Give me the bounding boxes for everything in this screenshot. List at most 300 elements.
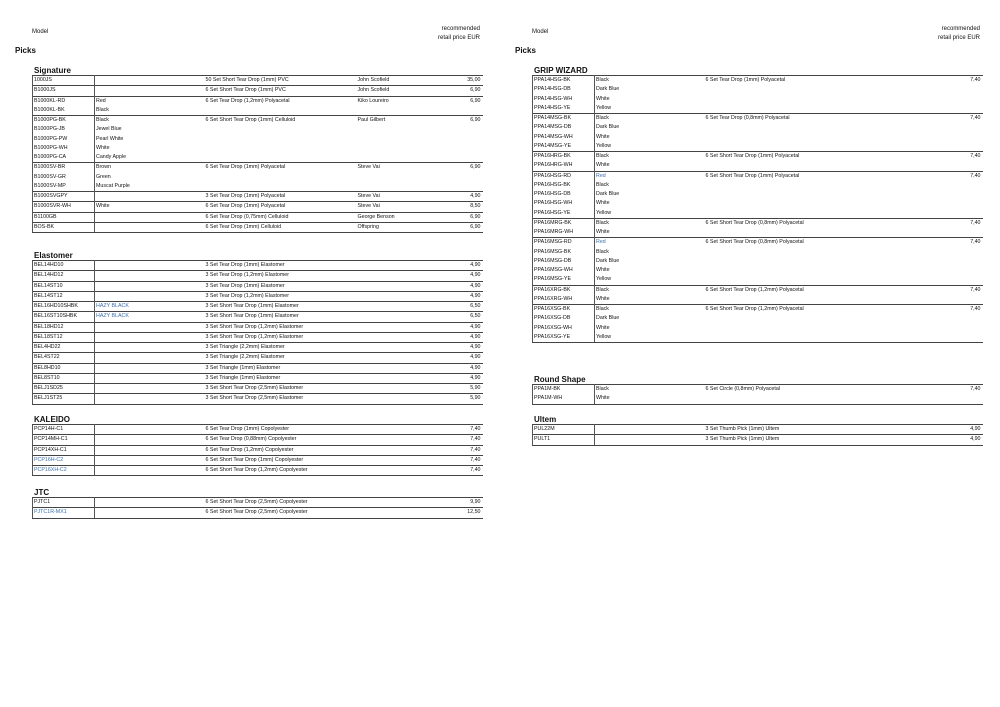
description-cell (205, 125, 357, 134)
description-cell: 3 Set Short Tear Drop (2,5mm) Elastomer (205, 384, 357, 394)
table-row (33, 508, 483, 518)
section-title: Round Shape (534, 375, 586, 384)
table-row (33, 455, 483, 465)
table-row (533, 152, 983, 162)
color-cell: Black (595, 114, 705, 124)
model-cell: PPA1M-BK (533, 385, 595, 395)
price-table (32, 497, 483, 519)
description-cell (205, 173, 357, 182)
table-row (33, 271, 483, 281)
table-row (533, 324, 983, 333)
color-cell (95, 455, 205, 465)
section-title: GRIP WIZARD (534, 66, 588, 75)
model-cell: PPA1M-WH (533, 394, 595, 404)
artist-cell: Offspring (357, 222, 453, 232)
table-row (33, 353, 483, 363)
price-table (32, 424, 483, 476)
table-row (533, 385, 983, 395)
table-row (33, 261, 483, 271)
model-cell: PJTC1R-MX1 (33, 508, 95, 518)
color-cell: Black (596, 248, 609, 255)
color-cell: White (596, 133, 610, 140)
model-cell: PPA16MSG-BK (533, 248, 595, 257)
artist-cell (357, 466, 453, 476)
description-cell (705, 228, 941, 238)
table-row (533, 314, 983, 323)
color-cell: HAZY BLACK (95, 312, 205, 322)
artist-cell (357, 182, 453, 192)
table-row (533, 161, 983, 171)
model-cell: PPA16HSG-BK (533, 181, 595, 190)
price-cell (941, 199, 983, 208)
model-cell: BEL14ST10 (33, 281, 95, 291)
description-cell: 3 Set Triangle (2,2mm) Elastomer (205, 343, 357, 353)
color-cell: Dark Blue (596, 315, 620, 322)
description-cell (705, 266, 941, 275)
color-cell: Dark Blue (596, 191, 620, 197)
description-cell: 6 Set Short Tear Drop (1mm) Polyacetal (705, 171, 941, 181)
table-row (533, 275, 983, 285)
color-cell: Green (96, 173, 111, 180)
model-cell: BEL18ST12 (33, 332, 95, 342)
price-cell (941, 104, 983, 114)
model-cell: B1000PG-BK (33, 116, 95, 126)
model-cell: PPA14MSG-YE (533, 142, 595, 152)
description-cell (705, 199, 941, 208)
model-cell: BEL14HD12 (33, 271, 95, 281)
description-cell: 3 Set Triangle (2,2mm) Elastomer (205, 353, 357, 363)
artist-cell (357, 281, 453, 291)
model-cell: BEL16HD10SHBK (33, 302, 95, 312)
price-label: recommended retail price EUR (437, 26, 480, 41)
table-row (33, 182, 483, 192)
description-cell: 6 Set Short Tear Drop (1mm) Celluloid (205, 116, 357, 126)
description-cell: 6 Set Tear Drop (1mm) Polyacetal (205, 163, 357, 173)
section-signature (32, 66, 482, 233)
description-cell (705, 324, 941, 333)
description-cell: 3 Set Tear Drop (1mm) Elastomer (205, 261, 357, 271)
model-cell: BEL16ST10SHBK (33, 312, 95, 322)
color-cell: Black (595, 285, 705, 295)
color-cell (95, 332, 205, 342)
price-cell: 7,40 (941, 114, 983, 124)
color-cell (95, 445, 205, 455)
model-cell: PPA14MSG-DB (533, 123, 595, 132)
color-cell (95, 394, 205, 404)
description-cell (705, 209, 941, 219)
model-cell: PCP14XH-C1 (33, 445, 95, 455)
description-cell (705, 394, 941, 404)
artist-cell (357, 445, 453, 455)
price-cell: 6,50 (453, 312, 483, 322)
table-row (533, 142, 983, 152)
color-cell (95, 291, 205, 301)
table-row (33, 212, 483, 222)
table-row (533, 114, 983, 124)
model-cell: PUL22M (533, 425, 595, 435)
price-cell: 4,90 (941, 425, 983, 435)
section-grip-wizard (532, 66, 982, 343)
price-cell (941, 85, 983, 94)
table-row (33, 322, 483, 332)
model-cell: PPA14HSG-DB (533, 85, 595, 94)
model-cell: BEL8ST10 (33, 373, 95, 383)
price-cell: 9,90 (453, 498, 483, 508)
model-cell: PPA14MSG-BK (533, 114, 595, 124)
price-table (32, 75, 483, 233)
artist-cell (357, 384, 453, 394)
price-cell: 4,90 (453, 373, 483, 383)
artist-cell (357, 153, 453, 163)
table-row (533, 104, 983, 114)
color-cell: Jewel Blue (96, 126, 122, 133)
model-cell: B1000JS (33, 86, 95, 96)
artist-cell (357, 322, 453, 332)
table-row (33, 222, 483, 232)
table-row (33, 498, 483, 508)
description-cell: 6 Set Tear Drop (0,75mm) Celluloid (205, 212, 357, 222)
artist-cell (357, 332, 453, 342)
artist-cell: Kiko Loureiro (357, 96, 453, 106)
section-title: Elastomer (34, 251, 73, 260)
description-cell (705, 314, 941, 323)
description-cell: 6 Set Short Tear Drop (1,2mm) Polyacetal (705, 305, 941, 315)
color-cell: Red (595, 238, 705, 248)
color-cell (95, 466, 205, 476)
color-cell: White (96, 144, 110, 151)
table-row (33, 144, 483, 153)
color-cell: Yellow (596, 209, 612, 216)
artist-cell: John Scofield (357, 76, 453, 86)
model-cell: PPA16HSG-DB (533, 190, 595, 199)
model-cell: B1100GB (33, 212, 95, 222)
color-cell (95, 322, 205, 332)
table-row (33, 173, 483, 182)
artist-cell: John Scofield (357, 86, 453, 96)
model-cell: PCP14H-C1 (33, 425, 95, 435)
table-row (33, 125, 483, 134)
model-cell: B1000KL-RD (33, 96, 95, 106)
model-cell: 1000JS (33, 76, 95, 86)
price-cell (941, 333, 983, 343)
table-row (33, 445, 483, 455)
price-cell: 4,90 (941, 435, 983, 445)
model-cell: B1000KL-BK (33, 106, 95, 116)
artist-cell (357, 302, 453, 312)
artist-cell (357, 343, 453, 353)
price-cell: 7,40 (941, 385, 983, 395)
model-cell: PPA16HSG-RD (533, 171, 595, 181)
table-row (533, 266, 983, 275)
price-cell (453, 153, 483, 163)
color-cell: White (596, 162, 610, 169)
description-cell: 6 Set Short Tear Drop (1,2mm) Copolyester (205, 466, 357, 476)
model-cell: PPA16XRG-WH (533, 295, 595, 305)
description-cell: 6 Set Circle (0,8mm) Polyacetal (705, 385, 941, 395)
price-table (532, 384, 983, 405)
price-cell: 7,40 (453, 466, 483, 476)
description-cell (705, 104, 941, 114)
color-cell: Red (595, 171, 705, 181)
model-cell: B1000PG-JB (33, 125, 95, 134)
description-cell: 3 Set Tear Drop (1,2mm) Elastomer (205, 291, 357, 301)
artist-cell: Steve Vai (357, 202, 453, 212)
section-title: Signature (34, 66, 71, 75)
model-cell: B1000SVR-WH (33, 202, 95, 212)
column-header (532, 25, 982, 45)
description-cell: 6 Set Tear Drop (1mm) Celluloid (205, 222, 357, 232)
section-elastomer (32, 251, 482, 405)
model-cell: BEL8HD10 (33, 363, 95, 373)
color-cell: White (596, 295, 610, 302)
description-cell: 3 Set Short Tear Drop (1mm) Elastomer (205, 312, 357, 322)
artist-cell (357, 363, 453, 373)
model-label: Model (32, 29, 49, 35)
price-cell (941, 228, 983, 238)
price-cell (941, 266, 983, 275)
price-cell: 4,90 (453, 322, 483, 332)
price-cell (941, 133, 983, 142)
section-jtc (32, 488, 482, 519)
color-cell: Dark Blue (596, 257, 620, 264)
price-cell: 8,50 (453, 202, 483, 212)
table-row (533, 199, 983, 208)
description-cell: 6 Set Short Tear Drop (1mm) PVC (205, 86, 357, 96)
table-row (533, 123, 983, 132)
color-cell (95, 86, 205, 96)
description-cell (205, 144, 357, 153)
section-ultem (532, 415, 982, 446)
color-cell: Black (96, 106, 109, 113)
price-cell: 4,90 (453, 332, 483, 342)
description-cell (205, 153, 357, 163)
description-cell (205, 182, 357, 192)
picks-heading: Picks (515, 46, 536, 55)
description-cell (705, 257, 941, 266)
table-row (33, 202, 483, 212)
color-cell: White (596, 95, 610, 102)
model-cell: PPA16HSG-WH (533, 199, 595, 208)
color-cell: Black (595, 385, 705, 395)
description-cell: 6 Set Tear Drop (1,2mm) Copolyester (205, 445, 357, 455)
description-cell (705, 85, 941, 94)
table-row (533, 76, 983, 86)
description-cell: 3 Set Triangle (1mm) Elastomer (205, 373, 357, 383)
price-cell (941, 181, 983, 190)
description-cell: 6 Set Tear Drop (1mm) Polyacetal (705, 76, 941, 86)
color-cell: Muscat Purple (96, 182, 130, 189)
color-cell (95, 192, 205, 202)
description-cell: 3 Set Tear Drop (1,2mm) Elastomer (205, 271, 357, 281)
price-cell (941, 275, 983, 285)
price-cell: 7,40 (941, 238, 983, 248)
price-cell: 7,40 (453, 455, 483, 465)
description-cell (705, 133, 941, 142)
artist-cell: Steve Vai (357, 192, 453, 202)
price-cell (941, 324, 983, 333)
description-cell: 6 Set Short Tear Drop (0,8mm) Polyacetal (705, 238, 941, 248)
price-cell: 6,90 (453, 222, 483, 232)
price-cell: 4,90 (453, 271, 483, 281)
table-row (33, 435, 483, 445)
price-cell: 6,50 (453, 302, 483, 312)
description-cell (705, 190, 941, 199)
color-cell (95, 373, 205, 383)
model-cell: PPA16MSG-RD (533, 238, 595, 248)
artist-cell (357, 261, 453, 271)
description-cell (705, 275, 941, 285)
color-cell (95, 425, 205, 435)
color-cell: HAZY BLACK (95, 302, 205, 312)
price-cell: 6,90 (453, 86, 483, 96)
table-row (33, 384, 483, 394)
color-cell (95, 271, 205, 281)
color-cell (95, 222, 205, 232)
description-cell: 50 Set Short Tear Drop (1mm) PVC (205, 76, 357, 86)
artist-cell (357, 353, 453, 363)
price-cell: 7,40 (941, 285, 983, 295)
model-cell: PPA16XRG-BK (533, 285, 595, 295)
model-cell: PPA16XSG-WH (533, 324, 595, 333)
price-cell: 7,40 (941, 76, 983, 86)
table-row (533, 218, 983, 228)
price-cell: 6,90 (453, 96, 483, 106)
price-cell (941, 190, 983, 199)
description-cell: 6 Set Tear Drop (1,2mm) Polyacetal (205, 96, 357, 106)
model-cell: BELJ1SD25 (33, 384, 95, 394)
section-title: Ultem (534, 415, 557, 424)
model-cell: PPA16XSG-BK (533, 305, 595, 315)
table-row (533, 435, 983, 445)
description-cell: 6 Set Short Tear Drop (1mm) Copolyester (205, 455, 357, 465)
model-cell: B1000PG-WH (33, 144, 95, 153)
price-cell (453, 106, 483, 116)
color-cell: Candy Apple (96, 154, 127, 160)
price-cell (941, 142, 983, 152)
model-label: Model (532, 29, 549, 35)
section-round-shape (532, 375, 982, 405)
table-row (33, 153, 483, 163)
table-row (33, 363, 483, 373)
description-cell (705, 161, 941, 171)
description-cell: 6 Set Tear Drop (0,88mm) Copolyester (205, 435, 357, 445)
table-row (33, 302, 483, 312)
artist-cell: Steve Vai (357, 163, 453, 173)
table-row (533, 133, 983, 142)
color-cell: White (596, 267, 610, 273)
table-row (33, 291, 483, 301)
price-cell (941, 314, 983, 323)
price-table (32, 260, 483, 405)
description-cell (705, 181, 941, 190)
artist-cell (357, 373, 453, 383)
color-cell: White (95, 202, 205, 212)
price-cell: 7,40 (453, 425, 483, 435)
table-row (533, 181, 983, 190)
table-row (33, 466, 483, 476)
price-label: recommended retail price EUR (937, 26, 980, 41)
model-cell: PCP16XH-C2 (33, 466, 95, 476)
model-cell: PPA16MSG-WH (533, 266, 595, 275)
price-cell: 5,90 (453, 384, 483, 394)
description-cell: 6 Set Short Tear Drop (2,5mm) Copolyester (205, 508, 357, 518)
artist-cell (357, 508, 453, 518)
price-table (532, 424, 983, 446)
table-row (33, 343, 483, 353)
price-cell (941, 161, 983, 171)
table-row (33, 373, 483, 383)
price-cell: 7,40 (941, 152, 983, 162)
description-cell (705, 333, 941, 343)
price-cell (941, 248, 983, 257)
price-cell: 4,90 (453, 363, 483, 373)
price-cell: 7,40 (941, 305, 983, 315)
price-cell (941, 123, 983, 132)
description-cell: 6 Set Short Tear Drop (0,8mm) Polyacetal (705, 218, 941, 228)
model-cell: PULT1 (533, 435, 595, 445)
model-cell: BELJ1ST25 (33, 394, 95, 404)
color-cell: Dark Blue (596, 124, 620, 131)
model-cell: B1000SVGPY (33, 192, 95, 202)
artist-cell (357, 312, 453, 322)
color-cell: Black (595, 305, 705, 315)
color-cell: Dark Blue (596, 86, 620, 93)
artist-cell (357, 435, 453, 445)
table-row (533, 285, 983, 295)
price-cell: 5,90 (453, 394, 483, 404)
color-cell: White (595, 394, 705, 404)
model-cell: B1000SV-BR (33, 163, 95, 173)
color-cell (595, 425, 705, 435)
model-cell: BEL14ST12 (33, 291, 95, 301)
table-row (33, 116, 483, 126)
model-cell: BEL4ST22 (33, 353, 95, 363)
artist-cell (357, 498, 453, 508)
model-cell: PPA16HSG-YE (533, 209, 595, 219)
color-cell (95, 343, 205, 353)
model-cell: B1000SV-GR (33, 173, 95, 182)
price-cell: 4,90 (453, 353, 483, 363)
price-cell: 7,40 (453, 435, 483, 445)
table-row (33, 312, 483, 322)
color-cell: Red (95, 96, 205, 106)
price-cell (941, 95, 983, 104)
color-cell (95, 76, 205, 86)
price-cell: 4,90 (453, 261, 483, 271)
price-cell (941, 295, 983, 305)
model-cell: BEL4HD22 (33, 343, 95, 353)
model-cell: BOS-BK (33, 222, 95, 232)
color-cell: Black (95, 116, 205, 126)
table-row (33, 394, 483, 404)
description-cell (705, 248, 941, 257)
color-cell (95, 508, 205, 518)
color-cell (595, 435, 705, 445)
description-cell (705, 295, 941, 305)
description-cell: 3 Set Thumb Pick (1mm) Ultem (705, 425, 941, 435)
price-cell: 6,90 (453, 116, 483, 126)
description-cell (705, 95, 941, 104)
color-cell: Brown (95, 163, 205, 173)
color-cell: White (596, 324, 610, 331)
model-cell: PPA14HSG-BK (533, 76, 595, 86)
description-cell (205, 135, 357, 144)
color-cell: Black (595, 218, 705, 228)
section-kaleido (32, 415, 482, 476)
price-cell (453, 135, 483, 144)
price-cell: 35,00 (453, 76, 483, 86)
price-cell: 7,40 (453, 445, 483, 455)
